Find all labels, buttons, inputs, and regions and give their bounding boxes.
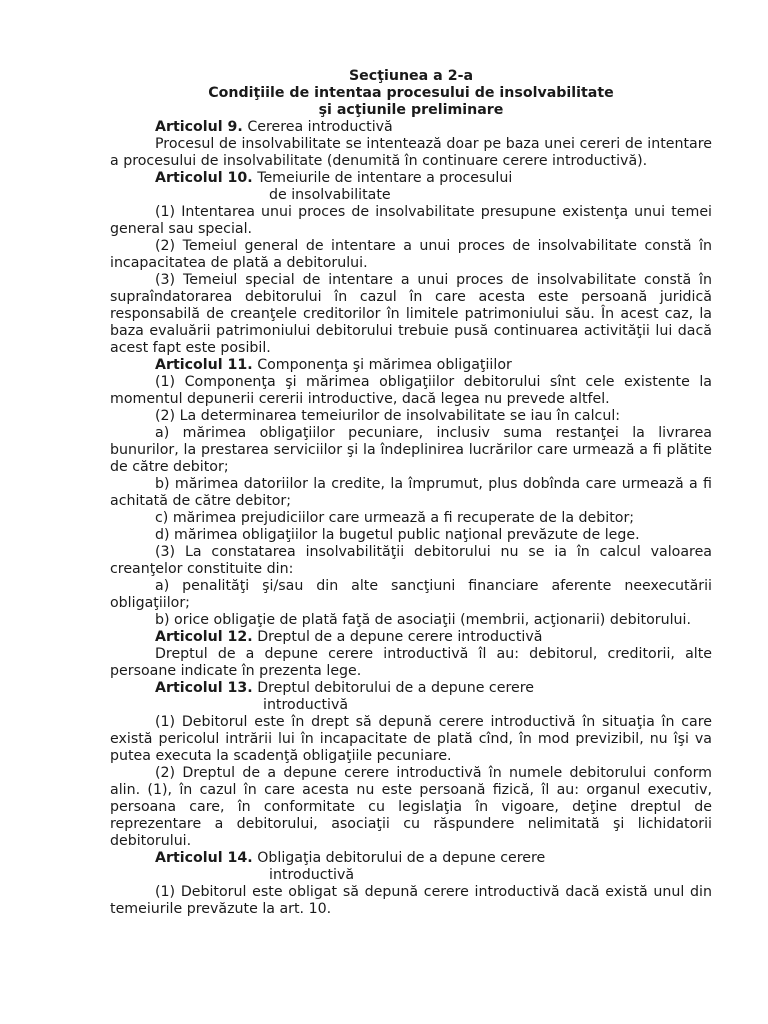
article-title: Dreptul de a depune cerere introductivă — [257, 629, 543, 645]
article-12-paragraph: Dreptul de a depune cerere introductivă îl au: debitorul, creditorii, alte persoane indicate în prezenta lege. — [110, 646, 712, 679]
article-title: Dreptul debitorului de a depune cerere — [257, 680, 534, 696]
article-9-paragraph: Procesul de insolvabilitate se intentează doar pe baza unei cereri de intentare a procesului de insolvabilitate (denumită în continuare cerere introductivă). — [110, 136, 712, 169]
article-11-heading — [110, 357, 712, 374]
article-label: Articolul 14. — [155, 850, 253, 866]
article-11-item-a2: a) penalităţi şi/sau din alte sancţiuni financiare aferente neexecutării obligaţiilor; — [110, 578, 712, 611]
article-title: Cererea introductivă — [247, 119, 393, 135]
article-title-continuation: introductivă — [263, 697, 349, 713]
article-label: Articolul 10. — [155, 170, 253, 186]
article-9-heading — [110, 119, 712, 136]
section-subtitle-line-2: şi acţiunile preliminare — [318, 102, 504, 118]
document-page — [110, 68, 712, 918]
article-label: Articolul 12. — [155, 629, 253, 645]
article-11-item-c: c) mărimea prejudiciilor care urmează a fi recuperate de la debitor; — [155, 510, 635, 526]
article-11-item-b: b) mărimea datoriilor la credite, la împrumut, plus dobînda care urmează a fi achitată de către debitor; — [110, 476, 712, 509]
article-title: Obligaţia debitorului de a depune cerere — [257, 850, 546, 866]
article-label: Articolul 9. — [155, 119, 243, 135]
article-11-paragraph-3: (3) La constatarea insolvabilităţii debitorului nu se ia în calcul valoarea creanţelor constituite din: — [110, 544, 712, 577]
article-14-heading — [110, 850, 712, 884]
article-title-continuation: introductivă — [269, 867, 355, 883]
article-11-paragraph-2: (2) La determinarea temeiurilor de insolvabilitate se iau în calcul: — [155, 408, 621, 424]
article-10-heading — [110, 170, 712, 204]
article-11-paragraph-1: (1) Componenţa şi mărimea obligaţiilor debitorului sînt cele existente la momentul depunerii cererii introductive, dacă legea nu prevede altfel. — [110, 374, 712, 407]
article-14-paragraph-1: (1) Debitorul este obligat să depună cerere introductivă dacă există unul din temeiurile prevăzute la art. 10. — [110, 884, 712, 917]
article-11-item-a: a) mărimea obligaţiilor pecuniare, inclusiv suma restanţei la livrarea bunurilor, la prestarea serviciilor şi la îndeplinirea lucrărilor care urmează a fi plătite de către debitor; — [110, 425, 712, 475]
article-13-heading — [110, 680, 712, 714]
article-label: Articolul 11. — [155, 357, 253, 373]
article-11-item-d: d) mărimea obligaţiilor la bugetul public naţional prevăzute de lege. — [155, 527, 640, 543]
article-12-heading — [110, 629, 712, 646]
article-11-item-b2: b) orice obligaţie de plată faţă de asociaţii (membrii, acţionarii) debitorului. — [155, 612, 691, 628]
section-subtitle-line-1: Condiţiile de intentaa procesului de insolvabilitate — [208, 85, 614, 101]
article-title: Temeiurile de intentare a procesului — [257, 170, 513, 186]
article-13-paragraph-1: (1) Debitorul este în drept să depună cerere introductivă în situaţia în care există pericolul intrării lui în incapacitate de plată cînd, în mod previzibil, nu îşi va putea executa la scadenţă obligaţiile pecuniare. — [110, 714, 712, 764]
section-title: Secţiunea a 2-a — [348, 68, 474, 84]
article-10-paragraph-2: (2) Temeiul general de intentare a unui proces de insolvabilitate constă în incapacitatea de plată a debitorului. — [110, 238, 712, 271]
article-10-paragraph-3: (3) Temeiul special de intentare a unui proces de insolvabilitate constă în supraîndatorarea debitorului în cazul în care acesta este persoană juridică responsabilă de creanţele creditorilor în limitele patrimoniului său. În acest caz, la baza evaluării patrimoniului debitorului trebuie pusă continuarea activităţii lui dacă acest fapt este posibil. — [110, 272, 712, 356]
article-13-paragraph-2: (2) Dreptul de a depune cerere introductivă în numele debitorului conform alin. (1), în cazul în care acesta nu este persoană fizică, îl au: organul executiv, persoana care, în conformitate cu legislaţia în vigoare, deţine dreptul de reprezentare a debitorului, asociaţii cu răspundere nelimitată şi lichidatorii debitorului. — [110, 765, 712, 849]
article-title-continuation: de insolvabilitate — [269, 187, 391, 203]
article-10-paragraph-1: (1) Intentarea unui proces de insolvabilitate presupune existenţa unui temei general sau special. — [110, 204, 712, 237]
article-label: Articolul 13. — [155, 680, 253, 696]
article-title: Componenţa şi mărimea obligaţiilor — [257, 357, 512, 373]
